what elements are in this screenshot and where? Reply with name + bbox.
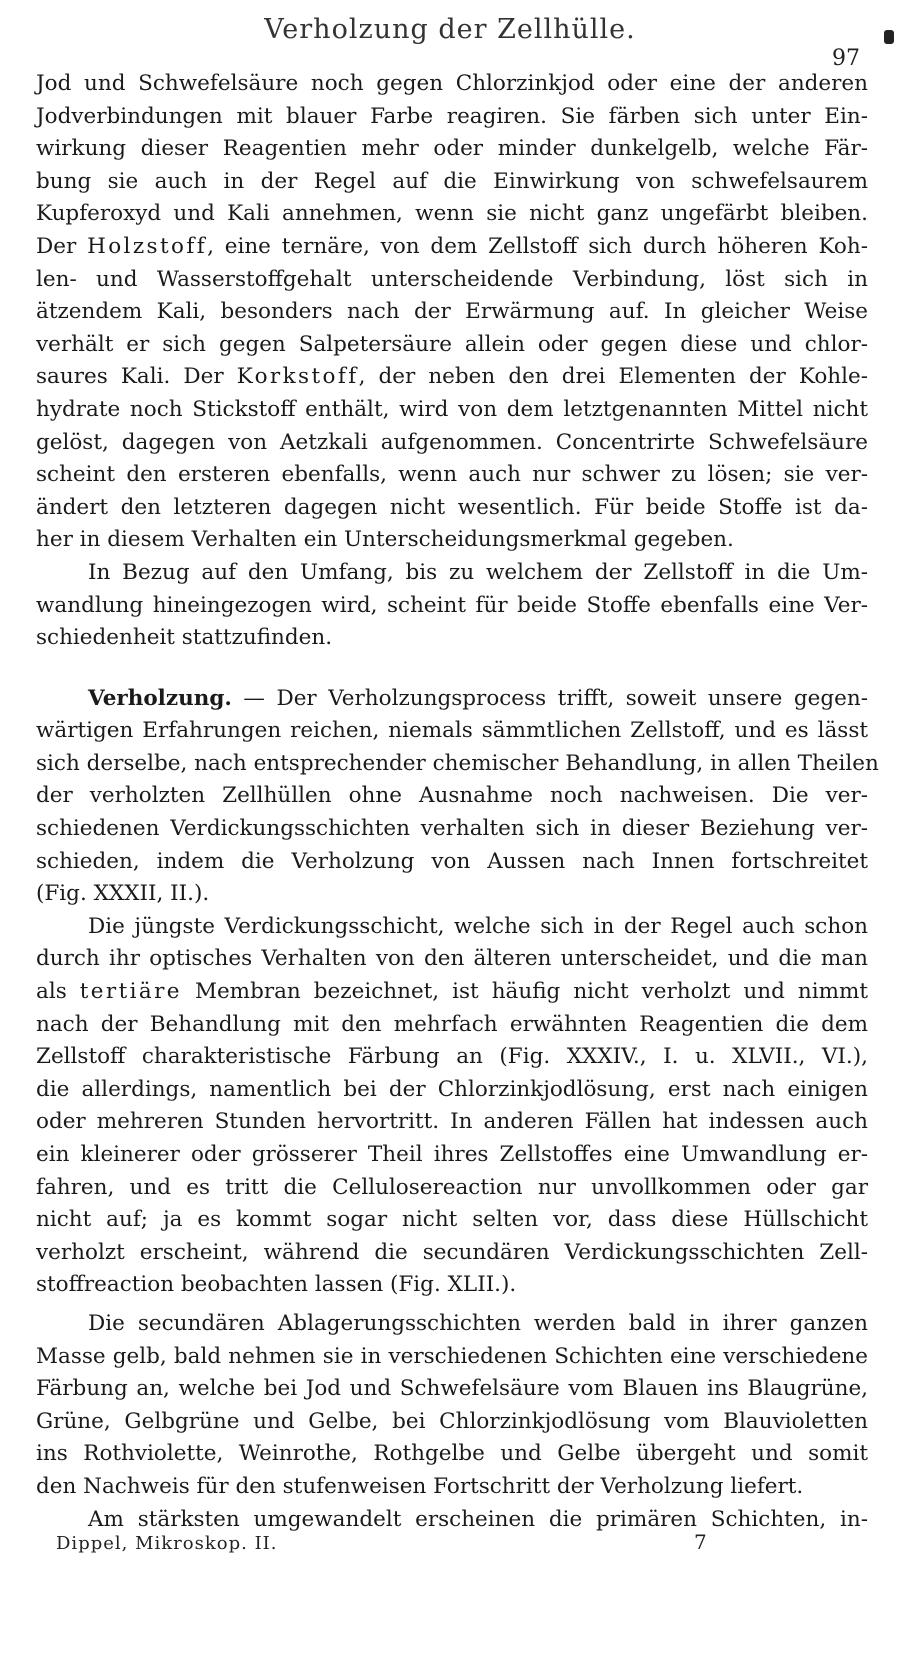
corner-ink-mark <box>884 30 894 44</box>
text-line: Färbung an, welche bei Jod und Schwefelsäure vom Blauen ins Blaugrüne, <box>36 1376 868 1402</box>
text-line: sich derselbe, nach entsprechender chemischer Behandlung, in allen Theilen <box>36 750 879 776</box>
text-line: verhält er sich gegen Salpetersäure allein oder gegen diese und chlor- <box>36 331 868 357</box>
text-line: In Bezug auf den Umfang, bis zu welchem der Zellstoff in die Um- <box>88 559 868 585</box>
text-line: Die jüngste Verdickungsschicht, welche sich in der Regel auch schon <box>88 913 868 939</box>
text-line: die allerdings, namentlich bei der Chlorzinkjodlösung, erst nach einigen <box>36 1076 868 1102</box>
page-number: 97 <box>832 46 860 71</box>
text-line: Kupferoxyd und Kali annehmen, wenn sie nicht ganz ungefärbt bleiben. <box>36 201 868 227</box>
text-line: der verholzten Zellhüllen ohne Ausnahme noch nachweisen. Die ver- <box>36 783 868 809</box>
paragraph-6 <box>36 1504 868 1537</box>
paragraph-2 <box>36 557 868 655</box>
term-tertiaere: tertiäre <box>79 979 182 1005</box>
paragraph-5 <box>36 1308 868 1504</box>
text-line <box>36 976 868 1009</box>
body-text <box>36 68 879 1536</box>
text-line: schiedenen Verdickungsschichten verhalten sich in dieser Beziehung ver- <box>36 816 868 842</box>
text-run: Membran bezeichnet, ist häufig nicht verholzt und nimmt <box>181 979 868 1005</box>
text-line: wirkung dieser Reagentien mehr oder minder dunkelgelb, welche Fär- <box>36 136 868 162</box>
text-line: durch ihr optisches Verhalten von den älteren unterscheidet, und die man <box>36 946 868 972</box>
text-line: Masse gelb, bald nehmen sie in verschiedenen Schichten eine verschiedene <box>36 1343 868 1369</box>
text-line: ins Rothviolette, Weinrothe, Rothgelbe und Gelbe übergeht und somit <box>36 1441 868 1467</box>
section-gap <box>36 655 868 683</box>
text-line: scheint den ersteren ebenfalls, wenn auch nur schwer zu lösen; sie ver- <box>36 462 868 488</box>
running-head: Verholzung der Zellhülle. <box>264 14 636 45</box>
text-line: gelöst, dagegen von Aetzkali aufgenommen. Concentrirte Schwefelsäure <box>36 429 868 455</box>
text-line: Jodverbindungen mit blauer Farbe reagiren. Sie färben sich unter Ein- <box>36 103 868 129</box>
text-line: Grüne, Gelbgrüne und Gelbe, bei Chlorzinkjodlösung vom Blauvioletten <box>36 1408 868 1434</box>
text-run: , eine ternäre, von dem Zellstoff sich durch höheren Koh- <box>207 233 868 259</box>
text-run: — Der Verholzungsprocess trifft, soweit unsere gegen- <box>231 685 868 711</box>
text-line <box>36 231 868 264</box>
term-korkstoff: Korkstoff <box>236 364 359 390</box>
section-heading: Verholzung. <box>88 685 232 711</box>
text-line: schieden, indem die Verholzung von Aussen nach Innen fortschreitet <box>36 848 868 874</box>
text-line <box>36 683 868 716</box>
text-line: Jod und Schwefelsäure noch gegen Chlorzinkjod oder eine der anderen <box>36 71 868 96</box>
text-run: als <box>36 979 80 1005</box>
text-line: wandlung hineingezogen wird, scheint für beide Stoffe ebenfalls eine Ver- <box>36 592 868 618</box>
text-run: saures Kali. Der <box>36 364 237 390</box>
text-line: stoffreaction beobachten lassen (Fig. XLII.). <box>36 1272 517 1298</box>
text-run: Der <box>36 233 88 259</box>
text-line: fahren, und es tritt die Cellulosereaction nur unvollkommen oder gar <box>36 1174 868 1200</box>
text-line: bung sie auch in der Regel auf die Einwirkung von schwefelsaurem <box>36 168 868 194</box>
text-line: ätzendem Kali, besonders nach der Erwärmung auf. In gleicher Weise <box>36 299 868 325</box>
text-line: ein kleinerer oder grösserer Theil ihres Zellstoffes eine Umwandlung er- <box>36 1142 868 1167</box>
text-line: oder mehreren Stunden hervortritt. In anderen Fällen hat indessen auch <box>36 1109 868 1135</box>
text-line: len- und Wasserstoffgehalt unterscheidende Verbindung, löst sich in <box>36 266 868 292</box>
paragraph-3 <box>36 683 879 911</box>
text-line: her in diesem Verhalten ein Unterscheidungsmerkmal gegeben. <box>36 527 734 553</box>
text-line: (Fig. XXXII, II.). <box>36 881 210 907</box>
term-holzstoff: Holzstoff <box>87 233 208 259</box>
text-line: den Nachweis für den stufenweisen Fortschritt der Verholzung liefert. <box>36 1473 804 1499</box>
text-line: hydrate noch Stickstoff enthält, wird von dem letztgenannten Mittel nicht <box>36 396 868 422</box>
text-line: Zellstoff charakteristische Färbung an (Fig. XXXIV., I. u. XLVII., VI.), <box>36 1044 868 1070</box>
text-line <box>36 361 868 394</box>
text-line: Die secundären Ablagerungsschichten werden bald in ihrer ganzen <box>88 1310 868 1336</box>
footer-signature: Dippel, Mikroskop. II. <box>56 1533 278 1554</box>
paragraph-1 <box>36 68 868 557</box>
text-line: nicht auf; ja es kommt sogar nicht selten vor, dass diese Hüllschicht <box>36 1207 868 1233</box>
footer-sheet-number: 7 <box>694 1530 707 1554</box>
text-line: ändert den letzteren dagegen nicht wesentlich. Für beide Stoffe ist da- <box>36 494 868 520</box>
paragraph-4 <box>36 911 868 1302</box>
text-line: wärtigen Erfahrungen reichen, niemals sämmtlichen Zellstoff, und es lässt <box>36 718 868 744</box>
text-line: schiedenheit stattzufinden. <box>36 625 333 651</box>
text-line: Am stärksten umgewandelt erscheinen die primären Schichten, in- <box>88 1506 868 1532</box>
text-run: , der neben den drei Elementen der Kohle- <box>358 364 868 390</box>
text-line: nach der Behandlung mit den mehrfach erwähnten Reagentien die dem <box>36 1011 868 1037</box>
text-line: verholzt erscheint, während die secundären Verdickungsschichten Zell- <box>36 1239 868 1265</box>
